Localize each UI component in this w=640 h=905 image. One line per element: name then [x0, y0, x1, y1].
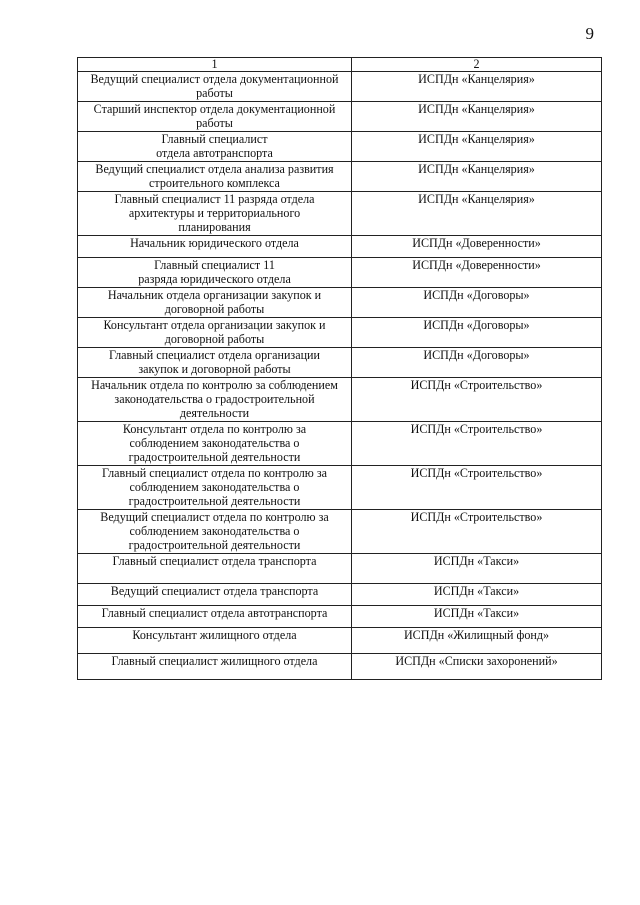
- system-cell: ИСПДн «Списки захоронений»: [352, 654, 602, 680]
- table-row: [78, 628, 602, 654]
- table-row: [78, 258, 602, 288]
- system-cell: ИСПДн «Доверенности»: [352, 258, 602, 288]
- position-cell: Главный специалист отдела организации закупок и договорной работы: [78, 348, 352, 378]
- system-cell: ИСПДн «Канцелярия»: [352, 192, 602, 236]
- system-cell: ИСПДн «Доверенности»: [352, 236, 602, 258]
- table-row: [78, 132, 602, 162]
- system-cell: ИСПДн «Договоры»: [352, 348, 602, 378]
- table-row: [78, 72, 602, 102]
- table-row: [78, 162, 602, 192]
- system-cell: ИСПДн «Строительство»: [352, 510, 602, 554]
- position-cell: Консультант жилищного отдела: [78, 628, 352, 654]
- system-cell: ИСПДн «Договоры»: [352, 318, 602, 348]
- position-cell: Консультант отдела по контролю за соблюдением законодательства о градостроительной деятельности: [78, 422, 352, 466]
- position-cell: Главный специалист отдела транспорта: [78, 554, 352, 584]
- system-cell: ИСПДн «Канцелярия»: [352, 72, 602, 102]
- table-row: [78, 584, 602, 606]
- table-row: [78, 654, 602, 680]
- position-cell: Главный специалист отдела автотранспорта: [78, 606, 352, 628]
- system-cell: ИСПДн «Строительство»: [352, 466, 602, 510]
- system-cell: ИСПДн «Такси»: [352, 606, 602, 628]
- table-row: [78, 348, 602, 378]
- system-cell: ИСПДн «Канцелярия»: [352, 132, 602, 162]
- position-cell: Главный специалист 11 разряда отдела архитектуры и территориального планирования: [78, 192, 352, 236]
- position-cell: Главный специалист отдела автотранспорта: [78, 132, 352, 162]
- page-number: 9: [585, 24, 594, 43]
- table-row: [78, 102, 602, 132]
- table-row: [78, 466, 602, 510]
- table-row: [78, 606, 602, 628]
- position-cell: Ведущий специалист отдела транспорта: [78, 584, 352, 606]
- table-row: [78, 318, 602, 348]
- system-cell: ИСПДн «Канцелярия»: [352, 102, 602, 132]
- table-row: [78, 422, 602, 466]
- table-header-row: [78, 58, 602, 72]
- position-cell: Ведущий специалист отдела документационной работы: [78, 72, 352, 102]
- position-cell: Консультант отдела организации закупок и договорной работы: [78, 318, 352, 348]
- system-cell: ИСПДн «Жилищный фонд»: [352, 628, 602, 654]
- position-cell: Главный специалист отдела по контролю за соблюдением законодательства о градостроительной деятельности: [78, 466, 352, 510]
- position-cell: Начальник отдела организации закупок и договорной работы: [78, 288, 352, 318]
- table-row: [78, 378, 602, 422]
- position-cell: Начальник отдела по контролю за соблюдением законодательства о градостроительной деятельности: [78, 378, 352, 422]
- position-cell: Ведущий специалист отдела по контролю за соблюдением законодательства о градостроительной деятельности: [78, 510, 352, 554]
- position-cell: Главный специалист жилищного отдела: [78, 654, 352, 680]
- table-row: [78, 236, 602, 258]
- position-cell: Ведущий специалист отдела анализа развития строительного комплекса: [78, 162, 352, 192]
- position-cell: Главный специалист 11 разряда юридического отдела: [78, 258, 352, 288]
- position-cell: Старший инспектор отдела документационной работы: [78, 102, 352, 132]
- column-header-1: 1: [78, 58, 352, 72]
- system-cell: ИСПДн «Канцелярия»: [352, 162, 602, 192]
- system-cell: ИСПДн «Договоры»: [352, 288, 602, 318]
- table-row: [78, 288, 602, 318]
- column-header-2: 2: [352, 58, 602, 72]
- table-row: [78, 554, 602, 584]
- system-cell: ИСПДн «Такси»: [352, 584, 602, 606]
- system-cell: ИСПДн «Строительство»: [352, 422, 602, 466]
- positions-table: [77, 57, 602, 680]
- table-row: [78, 510, 602, 554]
- system-cell: ИСПДн «Такси»: [352, 554, 602, 584]
- position-cell: Начальник юридического отдела: [78, 236, 352, 258]
- system-cell: ИСПДн «Строительство»: [352, 378, 602, 422]
- table-row: [78, 192, 602, 236]
